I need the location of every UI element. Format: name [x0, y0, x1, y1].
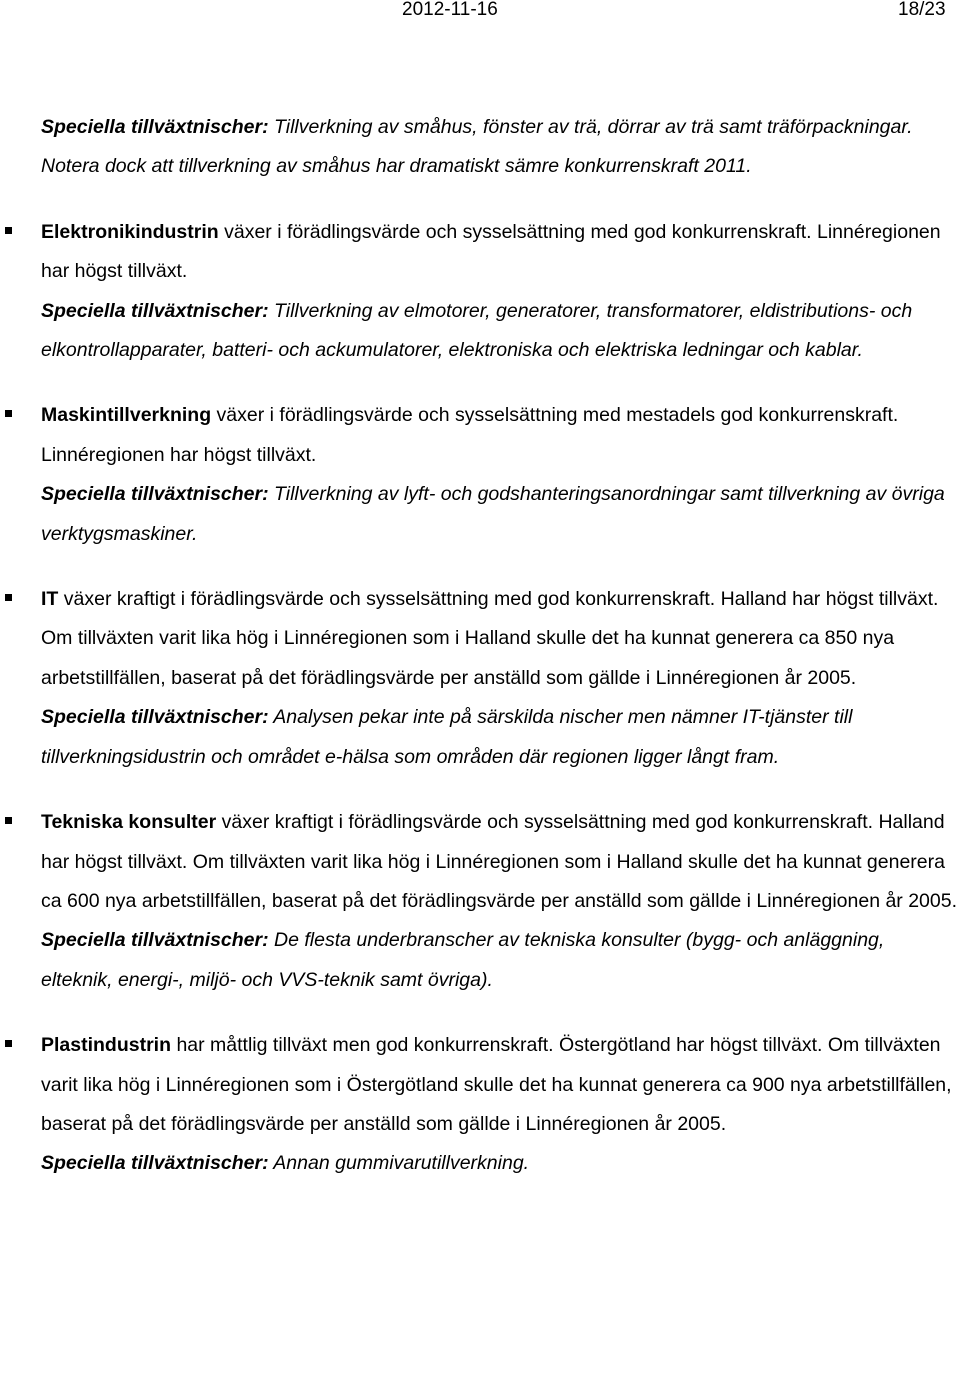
niche-paragraph [41, 921, 957, 1000]
item-paragraph [41, 580, 957, 698]
industry-name: IT [41, 588, 59, 611]
niche-label: Speciella tillväxtnischer: [41, 299, 269, 322]
industry-name: Tekniska konsulter [41, 811, 217, 834]
niche-paragraph [41, 1144, 957, 1183]
item-paragraph [41, 396, 957, 475]
list-item-elektronik [41, 213, 957, 371]
niche-text: De flesta underbranscher av tekniska konsulter (bygg- och anläggning, elteknik, energi-, miljö- och VVS-teknik samt övriga). [41, 929, 885, 991]
item-paragraph [41, 803, 957, 921]
niche-text: Analysen pekar inte på särskilda nischer men nämner IT-tjänster till tillverkningsidustrin och området e-hälsa som områden där regionen ligger långt fram. [41, 706, 853, 768]
list-item-maskin [41, 396, 957, 554]
item-text: växer i förädlingsvärde och sysselsättning med god konkurrenskraft. Linnéregionen har högst tillväxt. [41, 220, 941, 283]
niche-label: Speciella tillväxtnischer: [41, 706, 269, 729]
industry-name: Plastindustrin [41, 1034, 172, 1057]
industry-name: Elektronikindustrin [41, 220, 219, 243]
niche-label: Speciella tillväxtnischer: [41, 116, 269, 138]
niche-label: Speciella tillväxtnischer: [41, 929, 269, 952]
bullet-icon [5, 1040, 12, 1047]
item-paragraph [41, 1026, 957, 1144]
item-text: växer kraftigt i förädlingsvärde och sysselsättning med god konkurrenskraft. Halland har högst tillväxt. Om tillväxten varit lika hög i Linnéregionen som i Halland skulle det ha kunnat generera ca 850 nya arbetstillfällen, baserat på det förädlingsvärde per anställd som gällde i Linnéregionen år 2005. [41, 588, 939, 689]
list-item-tekniska-konsulter [41, 803, 957, 1000]
page-number: 18/23 [898, 0, 946, 20]
industry-name: Maskintillverkning [41, 404, 212, 427]
header-date: 2012-11-16 [402, 0, 498, 20]
niche-text: Tillverkning av lyft- och godshanteringsanordningar samt tillverkning av övriga verktygsmaskiner. [41, 483, 945, 545]
niche-text: Tillverkning av elmotorer, generatorer, transformatorer, eldistributions- och elkontrollapparater, batteri- och ackumulatorer, elektroniska och elektriska ledningar och kablar. [41, 299, 913, 362]
bullet-icon [5, 817, 12, 824]
niche-paragraph [41, 292, 957, 371]
list-item-plast [41, 1026, 957, 1184]
niche-text: Annan gummivarutillverkning. [268, 1152, 530, 1175]
niche-paragraph [41, 475, 957, 554]
item-text: växer i förädlingsvärde och sysselsättning med mestadels god konkurrenskraft. Linnéregionen har högst tillväxt. [41, 404, 899, 466]
list-item-it [41, 580, 957, 777]
item-text: växer kraftigt i förädlingsvärde och sysselsättning med god konkurrenskraft. Halland har högst tillväxt. Om tillväxten varit lika hög i Linnéregionen som i Halland skulle det ha kunnat generera ca 600 nya arbetstillfällen, baserat på det förädlingsvärde per anställd som gällde i Linnéregionen år 2005. [41, 811, 958, 912]
intro-niche-paragraph [41, 108, 957, 187]
bullet-icon [5, 410, 12, 417]
item-text: har måttlig tillväxt men god konkurrenskraft. Östergötland har högst tillväxt. Om tillväxten varit lika hög i Linnéregionen som i Östergötland skulle det ha kunnat generera ca 900 nya arbetstillfällen, baserat på det förädlingsvärde per anställd som gällde i Linnéregionen år 2005. [41, 1034, 952, 1135]
niche-label: Speciella tillväxtnischer: [41, 1152, 269, 1175]
niche-label: Speciella tillväxtnischer: [41, 483, 269, 506]
niche-paragraph [41, 698, 957, 777]
document-body [41, 108, 957, 1184]
bullet-icon [5, 594, 12, 601]
niche-text: Tillverkning av småhus, fönster av trä, dörrar av trä samt träförpackningar. Notera dock att tillverkning av småhus har dramatiskt sämre konkurrenskraft 2011. [41, 116, 913, 178]
page-header [0, 0, 960, 24]
item-paragraph [41, 213, 957, 292]
bullet-icon [5, 227, 12, 234]
